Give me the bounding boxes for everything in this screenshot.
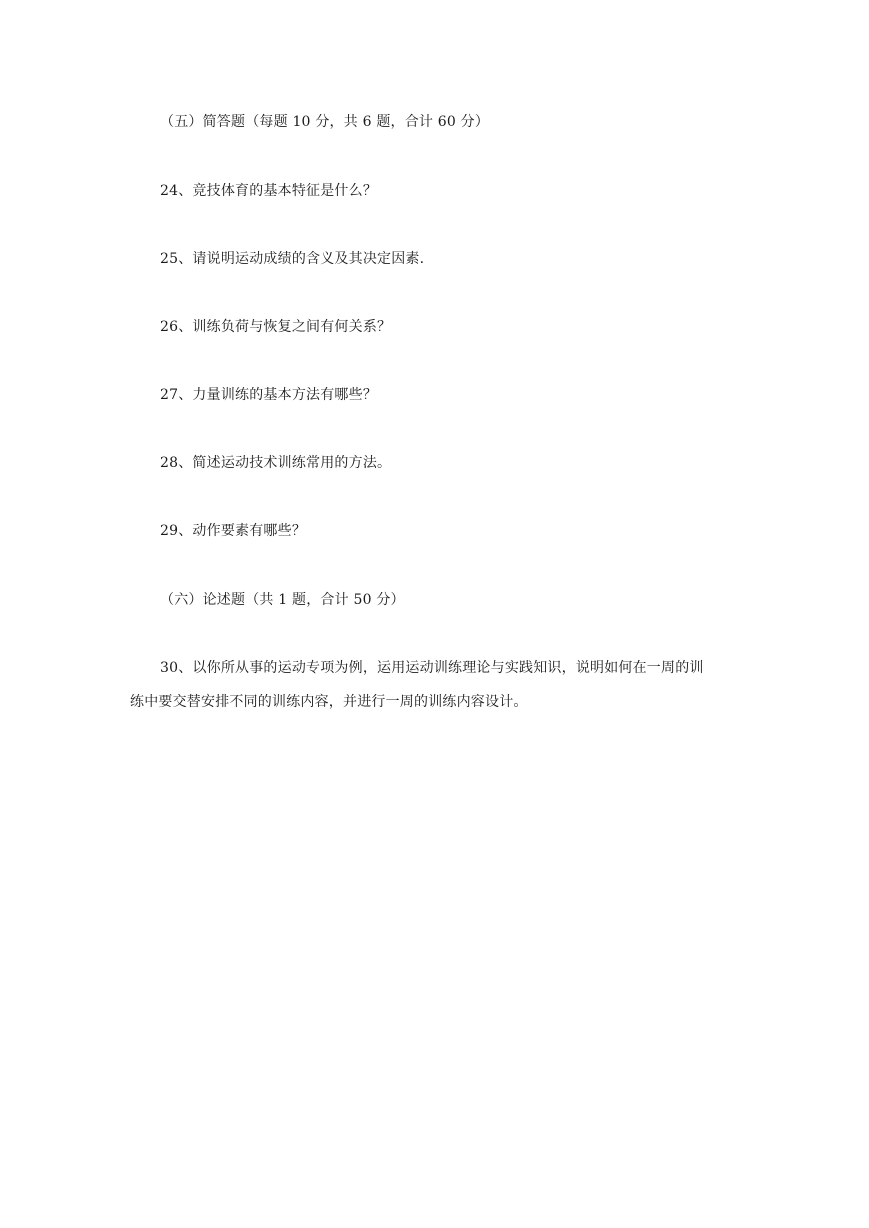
- section-6-heading: （六）论述题（共 1 题，合计 50 分）: [160, 592, 405, 608]
- question-27: 27、力量训练的基本方法有哪些？: [160, 387, 378, 403]
- question-30-line-1: 30、以你所从事的运动专项为例，运用运动训练理论与实践知识，说明如何在一周的训: [160, 660, 704, 676]
- section-5-heading: （五）简答题（每题 10 分，共 6 题，合计 60 分）: [160, 114, 490, 130]
- question-24: 24、竞技体育的基本特征是什么？: [160, 183, 378, 199]
- question-30-line-2: 练中要交替安排不同的训练内容，并进行一周的训练内容设计。: [130, 694, 528, 710]
- question-25: 25、请说明运动成绩的含义及其决定因素.: [160, 251, 425, 267]
- question-28: 28、简述运动技术训练常用的方法。: [160, 455, 392, 471]
- question-26: 26、训练负荷与恢复之间有何关系？: [160, 319, 392, 335]
- question-29: 29、动作要素有哪些？: [160, 523, 307, 539]
